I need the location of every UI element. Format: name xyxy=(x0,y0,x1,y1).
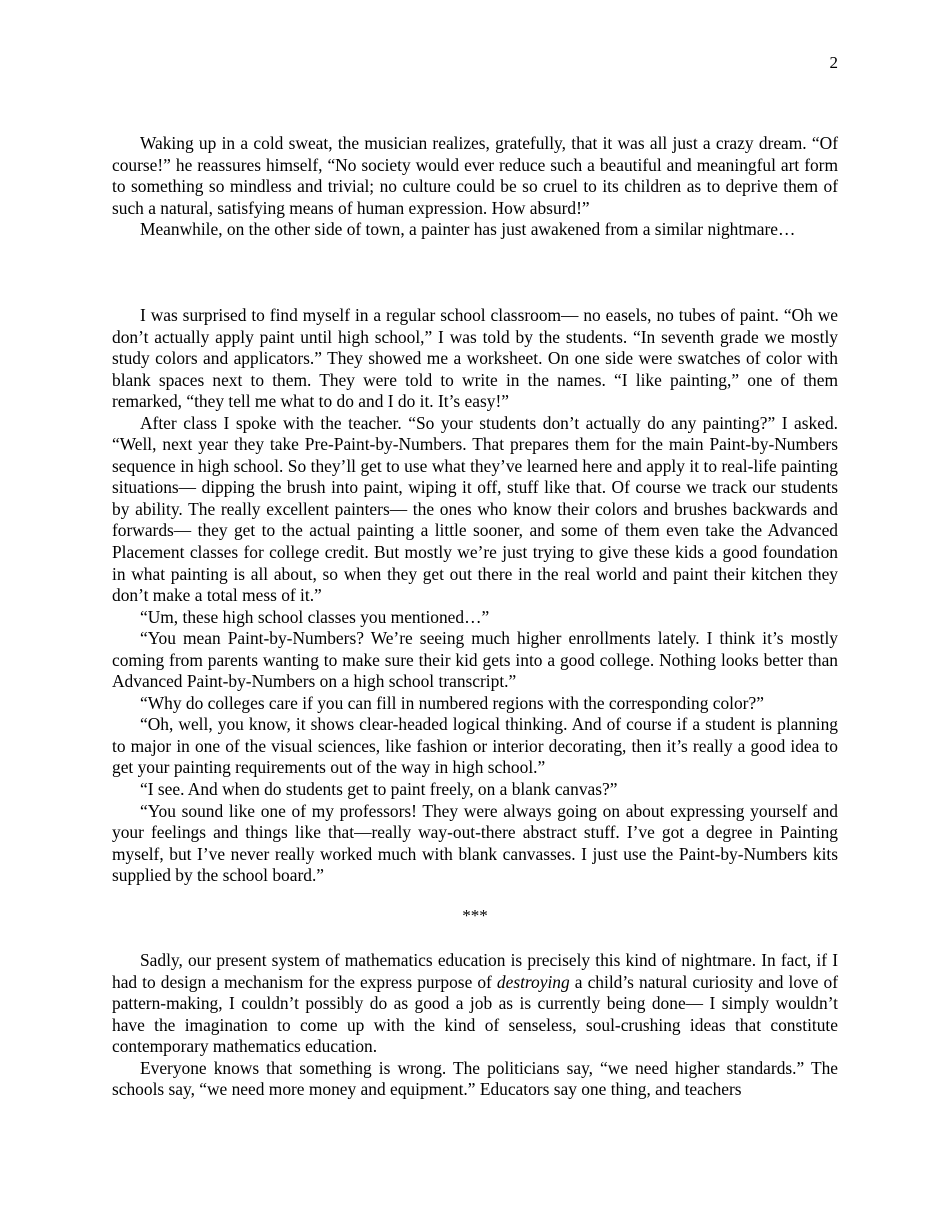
page-number: 2 xyxy=(829,53,838,72)
mathematics-section xyxy=(112,950,838,1101)
paragraph: “Um, these high school classes you mentioned…” xyxy=(140,606,490,627)
section-separator: *** xyxy=(462,906,488,925)
paragraph: “Oh, well, you know, it shows clear-headed logical thinking. And of course if a student is planning to major in one of the visual sciences, like fashion or interior decorating, then it’s really a good idea to get your painting requirements out of the way in high school.” xyxy=(112,714,838,778)
paragraph: Meanwhile, on the other side of town, a painter has just awakened from a similar nightmare… xyxy=(140,219,796,240)
emphasis-text: destroying xyxy=(496,971,570,992)
paragraph: “Why do colleges care if you can fill in numbered regions with the corresponding color?” xyxy=(140,692,764,713)
paragraph: I was surprised to find myself in a regular school classroom— no easels, no tubes of paint. “Oh we don’t actually apply paint until high school,” I was told by the students. “In seventh grade we mostly study colors and applicators.” They showed me a worksheet. On one side were swatches of color with blank spaces next to them. They were told to write in the names. “I like painting,” one of them remarked, “they tell me what to do and I do it. It’s easy!” xyxy=(112,305,838,412)
painter-nightmare-section xyxy=(112,305,838,887)
paragraph: Waking up in a cold sweat, the musician realizes, gratefully, that it was all just a crazy dream. “Of course!” he reassures himself, “No society would ever reduce such a beautiful and meaningful art form to something so mindless and trivial; no culture could be so cruel to its children as to deprive them of such a natural, satisfying means of human expression. How absurd!” xyxy=(112,133,838,218)
paragraph: “You mean Paint-by-Numbers? We’re seeing much higher enrollments lately. I think it’s mostly coming from parents wanting to make sure their kid gets into a good college. Nothing looks better than Advanced Paint-by-Numbers on a high school transcript.” xyxy=(112,628,838,692)
paragraph: “I see. And when do students get to paint freely, on a blank canvas?” xyxy=(140,779,618,800)
paragraph-text: a child’s natural curiosity and love of pattern-making, I couldn’t possibly do as good a job as is currently being done— I simply wouldn’t have the imagination to come up with the kind of senseless, soul-crushing ideas that constitute contemporary mathematics education. xyxy=(112,971,838,1057)
dream-section xyxy=(112,133,838,241)
paragraph-text: Sadly, our present system of mathematics education is precisely this kind of nightmare. In fact, if I had to design a mechanism for the express purpose of xyxy=(112,950,838,992)
paragraph: After class I spoke with the teacher. “So your students don’t actually do any painting?” I asked. “Well, next year they take Pre-Paint-by-Numbers. That prepares them for the main Paint-by-Numbers sequence in high school. So they’ll get to use what they’ve learned here and apply it to real-life painting situations— dipping the brush into paint, wiping it off, stuff like that. Of course we track our students by ability. The really excellent painters— the ones who know their colors and brushes backwards and forwards— they get to the actual painting a little sooner, and some of them even take the Advanced Placement classes for college credit. But mostly we’re just trying to give these kids a good foundation in what painting is all about, so when they get out there in the real world and paint their kitchen they don’t make a total mess of it.” xyxy=(112,412,838,606)
paragraph xyxy=(112,950,838,1058)
paragraph: Everyone knows that something is wrong. The politicians say, “we need higher standards.” The schools say, “we need more money and equipment.” Educators say one thing, and teachers xyxy=(112,1057,838,1100)
paragraph: “You sound like one of my professors! They were always going on about expressing yourself and your feelings and things like that—really way-out-there abstract stuff. I’ve got a degree in Painting myself, but I’ve never really worked much with blank canvasses. I just use the Paint-by-Numbers kits supplied by the school board.” xyxy=(112,800,838,886)
